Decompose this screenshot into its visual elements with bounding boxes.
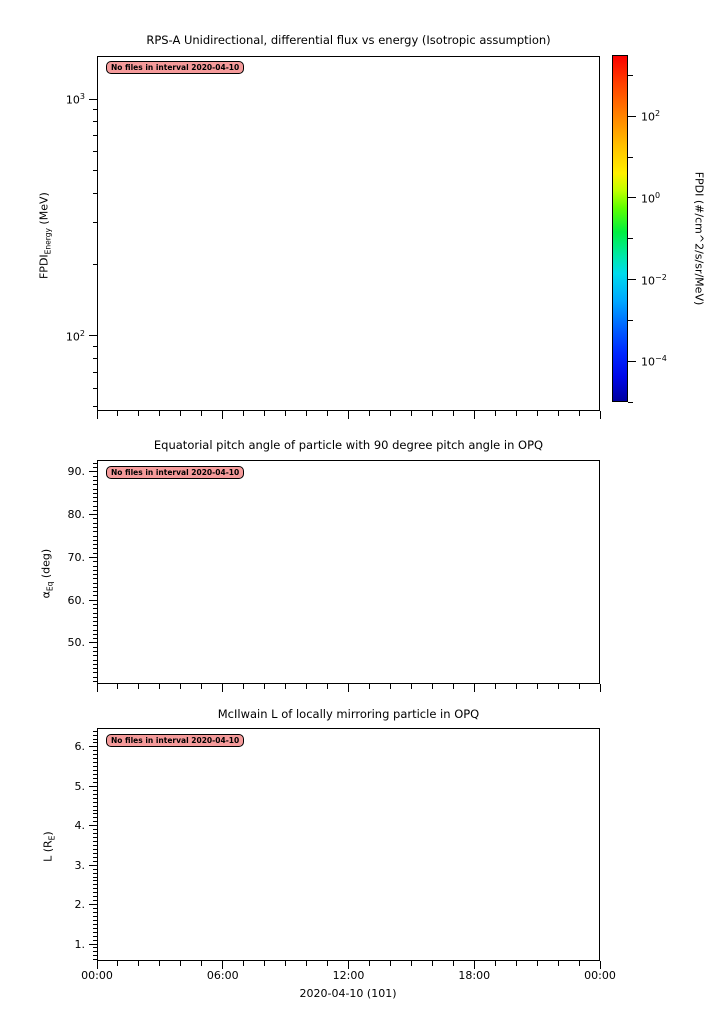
y-minor-tick [93, 798, 98, 799]
y-minor-tick [93, 880, 98, 881]
y-tick-label: 2. [74, 898, 85, 912]
y-minor-tick [93, 735, 98, 736]
y-tick-label: 3. [74, 858, 85, 872]
y-minor-tick [93, 510, 98, 511]
y-minor-tick [93, 506, 98, 507]
y-tick-label: 90. [67, 465, 85, 479]
x-minor-tick [285, 961, 286, 966]
x-minor-tick [579, 684, 580, 689]
colorbar-tick-label: $10^{-2}$ [641, 272, 667, 288]
x-minor-tick [117, 961, 118, 966]
y-minor-tick [93, 523, 98, 524]
y-minor-tick [93, 608, 98, 609]
y-minor-tick [93, 668, 98, 669]
x-minor-tick [453, 961, 454, 966]
x-tick-label: 00:00 [81, 969, 113, 982]
y-minor-tick [93, 553, 98, 554]
x-minor-tick [180, 411, 181, 416]
x-minor-tick [138, 961, 139, 966]
x-minor-tick [327, 684, 328, 689]
y-minor-tick [93, 754, 98, 755]
y-minor-tick [93, 841, 98, 842]
y-minor-tick [93, 932, 98, 933]
plot1-y-axis-label: $FPDI_{Energy}$ (MeV) [37, 192, 53, 280]
x-minor-tick [264, 684, 265, 689]
y-minor-tick [93, 947, 98, 948]
y-minor-tick [93, 467, 98, 468]
colorbar-label: FPDI (#/cm^2/s/sr/MeV) [692, 171, 706, 306]
x-minor-tick [411, 961, 412, 966]
y-minor-tick [93, 540, 98, 541]
y-minor-tick [93, 821, 98, 822]
y-minor-tick [93, 681, 98, 682]
y-minor-tick [93, 372, 98, 373]
y-major-tick [89, 514, 97, 515]
y-minor-tick [93, 845, 98, 846]
y-minor-tick [93, 493, 98, 494]
y-minor-tick [93, 489, 98, 490]
y-minor-tick [93, 570, 98, 571]
y-minor-tick [93, 264, 98, 265]
y-minor-tick [93, 595, 98, 596]
x-minor-tick [138, 684, 139, 689]
y-minor-tick [93, 896, 98, 897]
x-minor-tick [579, 411, 580, 416]
x-minor-tick [516, 411, 517, 416]
y-minor-tick [93, 388, 98, 389]
y-major-tick [89, 335, 97, 336]
x-minor-tick [306, 411, 307, 416]
y-minor-tick [93, 621, 98, 622]
x-minor-tick [201, 961, 202, 966]
plot3-no-data-badge: No files in interval 2020-04-10 [106, 734, 244, 747]
colorbar-tick [628, 279, 636, 280]
x-major-tick [97, 684, 98, 692]
y-minor-tick [93, 617, 98, 618]
x-major-tick [600, 961, 601, 969]
y-minor-tick [93, 853, 98, 854]
y-tick-label: 60. [67, 593, 85, 607]
x-major-tick [97, 411, 98, 419]
x-minor-tick [516, 684, 517, 689]
y-minor-tick [93, 742, 98, 743]
x-major-tick [474, 411, 475, 419]
y-minor-tick [93, 912, 98, 913]
plot1-title: RPS-A Unidirectional, differential flux vs energy (Isotropic assumption) [146, 33, 551, 47]
x-minor-tick [432, 961, 433, 966]
y-minor-tick [93, 566, 98, 567]
y-minor-tick [93, 955, 98, 956]
y-minor-tick [93, 762, 98, 763]
x-minor-tick [285, 411, 286, 416]
x-major-tick [600, 684, 601, 692]
x-minor-tick [159, 961, 160, 966]
y-minor-tick [93, 849, 98, 850]
y-minor-tick [93, 928, 98, 929]
x-minor-tick [558, 411, 559, 416]
x-minor-tick [411, 684, 412, 689]
x-minor-tick [159, 684, 160, 689]
y-major-tick [89, 99, 97, 100]
y-minor-tick [93, 900, 98, 901]
x-minor-tick [117, 684, 118, 689]
y-minor-tick [93, 604, 98, 605]
y-minor-tick [93, 655, 98, 656]
y-minor-tick [93, 613, 98, 614]
x-minor-tick [390, 411, 391, 416]
y-minor-tick [93, 651, 98, 652]
x-major-tick [348, 961, 349, 969]
plot2-y-axis-label: $\alpha_{Eq}$ (deg) [39, 548, 55, 599]
y-minor-tick [93, 813, 98, 814]
y-minor-tick [93, 109, 98, 110]
y-minor-tick [93, 936, 98, 937]
y-minor-tick [93, 358, 98, 359]
x-minor-tick [369, 411, 370, 416]
y-minor-tick [93, 630, 98, 631]
x-minor-tick [306, 684, 307, 689]
y-minor-tick [93, 518, 98, 519]
x-major-tick [222, 411, 223, 419]
y-minor-tick [93, 531, 98, 532]
y-minor-tick [93, 561, 98, 562]
y-minor-tick [93, 806, 98, 807]
y-minor-tick [93, 497, 98, 498]
y-minor-tick [93, 544, 98, 545]
colorbar-tick [628, 157, 633, 158]
x-minor-tick [558, 684, 559, 689]
y-tick-label: 50. [67, 636, 85, 650]
x-minor-tick [327, 411, 328, 416]
y-minor-tick [93, 151, 98, 152]
y-minor-tick [93, 924, 98, 925]
y-minor-tick [93, 817, 98, 818]
x-minor-tick [453, 411, 454, 416]
y-minor-tick [93, 869, 98, 870]
y-minor-tick [93, 888, 98, 889]
plot2-title: Equatorial pitch angle of particle with 90 degree pitch angle in OPQ [153, 438, 544, 452]
x-minor-tick [264, 411, 265, 416]
y-minor-tick [93, 877, 98, 878]
x-minor-tick [516, 961, 517, 966]
y-minor-tick [93, 406, 98, 407]
y-major-tick [89, 825, 97, 826]
y-minor-tick [93, 940, 98, 941]
y-minor-tick [93, 548, 98, 549]
y-minor-tick [93, 770, 98, 771]
y-minor-tick [93, 638, 98, 639]
y-minor-tick [93, 873, 98, 874]
y-minor-tick [93, 790, 98, 791]
y-minor-tick [93, 672, 98, 673]
y-tick-label: $10^2$ [65, 328, 85, 344]
y-minor-tick [93, 463, 98, 464]
y-tick-label: 5. [74, 779, 85, 793]
y-minor-tick [93, 833, 98, 834]
x-major-tick [600, 411, 601, 419]
y-minor-tick [93, 951, 98, 952]
colorbar [612, 55, 628, 402]
x-minor-tick [537, 684, 538, 689]
x-major-tick [222, 684, 223, 692]
y-minor-tick [93, 778, 98, 779]
y-minor-tick [93, 731, 98, 732]
x-minor-tick [264, 961, 265, 966]
x-minor-tick [180, 961, 181, 966]
x-major-tick [348, 411, 349, 419]
x-major-tick [222, 961, 223, 969]
x-minor-tick [243, 961, 244, 966]
y-minor-tick [93, 647, 98, 648]
y-minor-tick [93, 476, 98, 477]
x-major-tick [348, 684, 349, 692]
x-minor-tick [201, 411, 202, 416]
x-minor-tick [285, 684, 286, 689]
x-minor-tick [117, 411, 118, 416]
y-minor-tick [93, 480, 98, 481]
colorbar-tick [628, 402, 633, 403]
y-minor-tick [93, 892, 98, 893]
y-major-tick [89, 600, 97, 601]
x-minor-tick [579, 961, 580, 966]
y-minor-tick [93, 574, 98, 575]
x-minor-tick [537, 961, 538, 966]
plot1-area [97, 56, 600, 411]
y-minor-tick [93, 774, 98, 775]
y-minor-tick [93, 527, 98, 528]
x-minor-tick [453, 684, 454, 689]
y-minor-tick [93, 677, 98, 678]
y-major-tick [89, 786, 97, 787]
x-tick-label: 12:00 [332, 969, 365, 982]
x-minor-tick [432, 684, 433, 689]
y-major-tick [89, 904, 97, 905]
colorbar-tick-label: $10^2$ [641, 109, 661, 124]
date-label: 2020-04-10 (101) [299, 987, 397, 1000]
y-tick-label: 1. [74, 937, 85, 951]
y-minor-tick [93, 346, 98, 347]
y-minor-tick [93, 664, 98, 665]
y-major-tick [89, 642, 97, 643]
colorbar-tick [628, 75, 633, 76]
y-minor-tick [93, 583, 98, 584]
x-tick-label: 06:00 [206, 969, 239, 982]
y-minor-tick [93, 829, 98, 830]
x-minor-tick [138, 411, 139, 416]
x-minor-tick [495, 684, 496, 689]
y-minor-tick [93, 170, 98, 171]
x-minor-tick [369, 684, 370, 689]
x-minor-tick [495, 961, 496, 966]
y-minor-tick [93, 634, 98, 635]
y-major-tick [89, 557, 97, 558]
colorbar-tick [628, 116, 636, 117]
colorbar-tick [628, 361, 636, 362]
y-tick-label: 6. [74, 740, 85, 754]
y-minor-tick [93, 222, 98, 223]
x-tick-label: 00:00 [584, 969, 616, 982]
colorbar-tick-label: $10^0$ [641, 190, 661, 206]
y-tick-label: 80. [67, 508, 85, 522]
y-minor-tick [93, 758, 98, 759]
y-minor-tick [93, 193, 98, 194]
y-minor-tick [93, 916, 98, 917]
x-minor-tick [558, 961, 559, 966]
plot1-no-data-badge: No files in interval 2020-04-10 [106, 61, 244, 74]
y-minor-tick [93, 135, 98, 136]
y-minor-tick [93, 660, 98, 661]
plot3-y-axis-label: L $(R_E)$ [41, 831, 57, 862]
y-major-tick [89, 471, 97, 472]
y-tick-label: $10^3$ [65, 92, 85, 107]
x-minor-tick [369, 961, 370, 966]
y-minor-tick [93, 884, 98, 885]
y-major-tick [89, 746, 97, 747]
y-major-tick [89, 865, 97, 866]
x-minor-tick [432, 411, 433, 416]
y-minor-tick [93, 908, 98, 909]
x-minor-tick [411, 411, 412, 416]
x-major-tick [474, 961, 475, 969]
plot2-no-data-badge: No files in interval 2020-04-10 [106, 466, 244, 479]
x-minor-tick [159, 411, 160, 416]
y-major-tick [89, 944, 97, 945]
y-minor-tick [93, 861, 98, 862]
x-minor-tick [201, 684, 202, 689]
y-minor-tick [93, 484, 98, 485]
y-minor-tick [93, 810, 98, 811]
y-minor-tick [93, 121, 98, 122]
colorbar-tick [628, 197, 636, 198]
y-tick-label: 70. [67, 550, 85, 564]
y-minor-tick [93, 857, 98, 858]
x-minor-tick [306, 961, 307, 966]
y-minor-tick [93, 625, 98, 626]
x-major-tick [97, 961, 98, 969]
y-minor-tick [93, 920, 98, 921]
y-minor-tick [93, 750, 98, 751]
y-minor-tick [93, 766, 98, 767]
y-minor-tick [93, 587, 98, 588]
x-minor-tick [243, 684, 244, 689]
y-minor-tick [93, 591, 98, 592]
colorbar-tick [628, 320, 633, 321]
x-major-tick [474, 684, 475, 692]
y-minor-tick [93, 578, 98, 579]
y-minor-tick [93, 837, 98, 838]
colorbar-tick-label: $10^{-4}$ [641, 354, 667, 369]
x-minor-tick [495, 411, 496, 416]
plot3-title: McIlwain L of locally mirroring particle in OPQ [217, 707, 480, 721]
y-minor-tick [93, 739, 98, 740]
x-minor-tick [180, 684, 181, 689]
plot2-area [97, 460, 600, 684]
x-minor-tick [390, 961, 391, 966]
y-minor-tick [93, 794, 98, 795]
y-minor-tick [93, 802, 98, 803]
x-minor-tick [243, 411, 244, 416]
y-tick-label: 4. [74, 819, 85, 833]
x-tick-label: 18:00 [458, 969, 491, 982]
y-minor-tick [93, 536, 98, 537]
colorbar-tick [628, 238, 633, 239]
y-minor-tick [93, 782, 98, 783]
x-minor-tick [327, 961, 328, 966]
y-minor-tick [93, 501, 98, 502]
plot3-area [97, 728, 600, 961]
x-minor-tick [390, 684, 391, 689]
x-minor-tick [537, 411, 538, 416]
